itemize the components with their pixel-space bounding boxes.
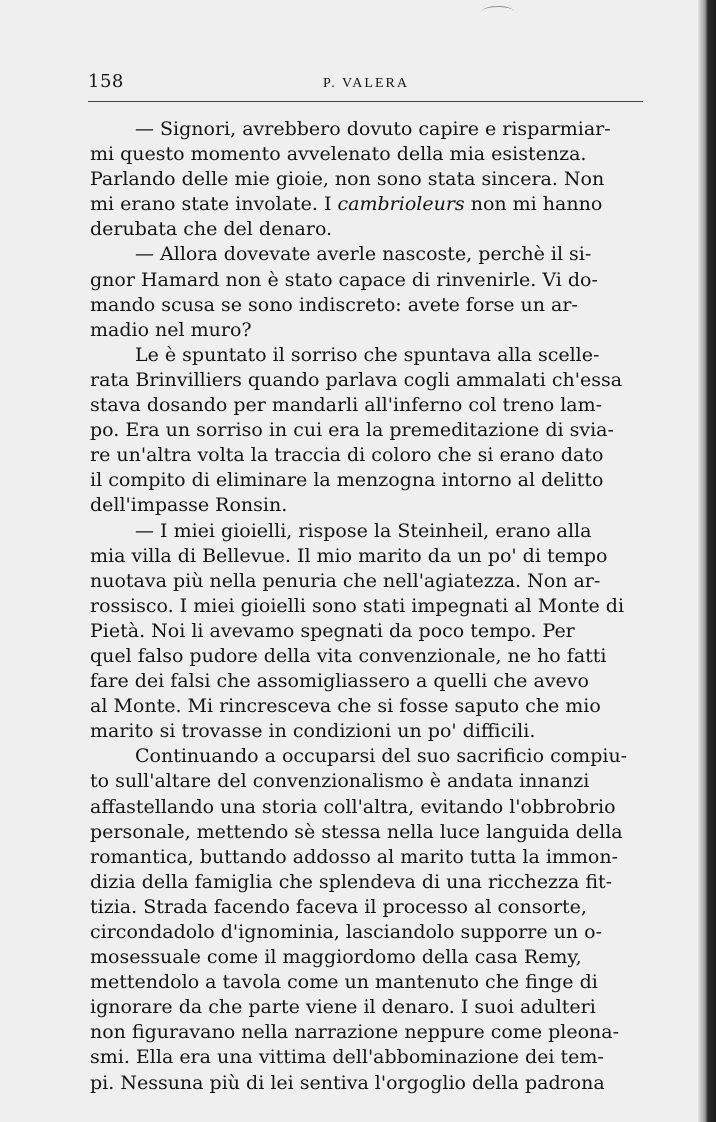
text-line: stava dosando per mandarli all'inferno col treno lam- (90, 394, 603, 417)
text-line: personale, mettendo sè stessa nella luce languida della (90, 820, 623, 843)
text-line (90, 192, 652, 217)
paper-mark (482, 6, 514, 17)
text-line: marito si trovasse in condizioni un po' difficili. (90, 720, 536, 743)
text-line: Le è spuntato il sorriso che spuntava alla scelle- (135, 343, 600, 366)
text-line: rata Brinvilliers quando parlava cogli ammalati ch'essa (90, 368, 623, 391)
text-line: — Signori, avrebbero dovuto capire e risparmiar- (135, 118, 611, 140)
text-line: fare dei falsi che assomigliassero a quelli che avevo (90, 670, 589, 693)
text-line: Continuando a occuparsi del suo sacrificio compiu- (135, 745, 628, 768)
text-line: romantica, buttando addosso al marito tutta la immon- (90, 845, 619, 868)
text-line: mi questo momento avvelenato della mia esistenza. (90, 143, 587, 166)
text-line: mando scusa se sono indiscreto: avete forse un ar- (90, 293, 578, 316)
text-segment: mi erano state involate. I (90, 193, 338, 216)
text-line: — I miei gioielli, rispose la Steinheil, erano alla (135, 519, 592, 542)
text-line: mettendolo a tavola come un mantenuto che finge di (90, 971, 598, 994)
page-number: 158 (88, 71, 124, 92)
text-line: tizia. Strada facendo faceva il processo al consorte, (90, 895, 587, 918)
text-line: smi. Ella era una vittima dell'abbominazione dei tem- (90, 1046, 604, 1069)
text-line: il compito di eliminare la menzogna intorno al delitto (90, 469, 604, 492)
text-line: to sull'altare del convenzionalismo è andata innanzi (90, 770, 590, 793)
text-line: al Monte. Mi rincresceva che si fosse saputo che mio (90, 695, 601, 718)
text-line: Parlando delle mie gioie, non sono stata sincera. Non (90, 168, 605, 191)
text-line: affastellando una storia coll'altra, evitando l'obbrobrio (90, 795, 616, 818)
header-rule (88, 101, 643, 102)
book-spine-shadow (698, 0, 716, 1122)
text-line: circondadolo d'ignominia, lasciandolo supporre un o- (90, 921, 603, 943)
text-line: Pietà. Noi li avevamo spegnati da poco tempo. Per (90, 619, 575, 642)
body-text (90, 117, 652, 1096)
text-line: re un'altra volta la traccia di coloro che si erano dato (90, 444, 604, 467)
text-line: pi. Nessuna più di lei sentiva l'orgoglio della padrona (90, 1071, 605, 1094)
text-line: quel falso pudore della vita convenzionale, ne ho fatti (90, 644, 607, 667)
text-segment: non mi hanno (464, 193, 603, 216)
text-line: mosessuale come il maggiordomo della casa Remy, (90, 946, 582, 969)
text-line: non figuravano nella narrazione neppure come pleona- (90, 1021, 620, 1044)
text-line: ignorare da che parte viene il denaro. I suoi adulteri (90, 996, 596, 1019)
text-line: gnor Hamard non è stato capace di rinvenirle. Vi do- (90, 268, 598, 291)
text-line: — Allora dovevate averle nascoste, perchè il si- (135, 243, 592, 266)
text-line: madio nel muro? (90, 318, 252, 341)
text-line: dell'impasse Ronsin. (90, 494, 288, 517)
text-line: po. Era un sorriso in cui era la premeditazione di svia- (90, 419, 614, 442)
text-line: nuotava più nella penuria che nell'agiatezza. Non ar- (90, 569, 601, 592)
text-line: dizia della famiglia che splendeva di una ricchezza fit- (90, 870, 613, 893)
text-line: mia villa di Bellevue. Il mio marito da un po' di tempo (90, 544, 608, 567)
text-line: rossisco. I miei gioielli sono stati impegnati al Monte di (90, 594, 625, 617)
text-line: derubata che del denaro. (90, 218, 333, 241)
italic-word: cambrioleurs (337, 193, 465, 216)
running-head: P. VALERA (323, 76, 409, 91)
